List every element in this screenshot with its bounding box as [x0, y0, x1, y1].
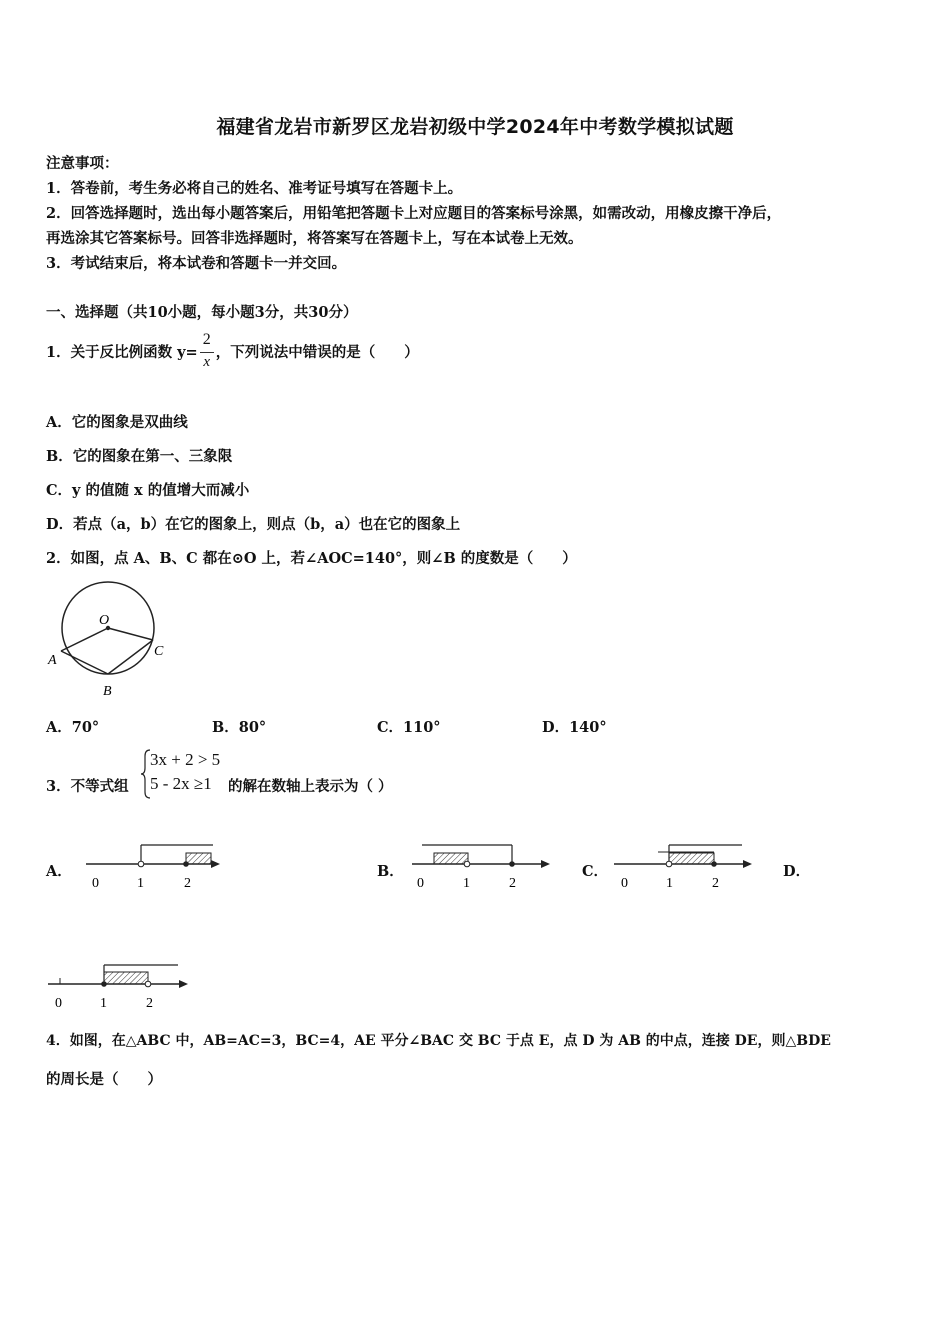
- notice-item-3: 3．考试结束后，将本试卷和答题卡一并交回。: [46, 255, 347, 272]
- q3-option-c-label: C．: [582, 863, 609, 880]
- label-a: A: [48, 653, 57, 668]
- label-b: B: [103, 684, 112, 699]
- label-c: C: [154, 644, 164, 659]
- tick-2: 2: [509, 876, 516, 891]
- tick-1: 1: [137, 876, 144, 891]
- tick-2: 2: [712, 876, 719, 891]
- tick-0: 0: [92, 876, 99, 891]
- tick-0: 0: [417, 876, 424, 891]
- fraction-numerator: 2: [200, 331, 214, 353]
- inequality-2: 5 - 2x ≥1: [150, 774, 212, 793]
- circle-figure: [44, 578, 174, 703]
- segment-oa: [61, 628, 108, 651]
- number-line-d: [44, 956, 194, 1014]
- tick-2: 2: [146, 996, 153, 1011]
- fraction-denominator: x: [203, 354, 211, 370]
- q1-option-a: A．它的图象是双曲线: [46, 414, 188, 431]
- tick-0: 0: [621, 876, 628, 891]
- q1-option-c: C．y 的值随 x 的值增大而减小: [46, 482, 250, 499]
- q2-option-a: A．70°: [46, 719, 100, 736]
- notice-item-2-cont: 再选涂其它答案标号。回答非选择题时，将答案写在答题卡上，写在本试卷上无效。: [46, 230, 583, 247]
- tick-1: 1: [463, 876, 470, 891]
- section-heading: 一、选择题（共10小题，每小题3分，共30分）: [46, 304, 358, 321]
- q1-suffix: ，下列说法中错误的是（ ）: [215, 343, 419, 361]
- number-line-b: [408, 838, 552, 894]
- q2-option-d: D．140°: [542, 719, 607, 736]
- q3-option-b-label: B．: [377, 863, 404, 880]
- q1-option-b: B．它的图象在第一、三象限: [46, 448, 233, 465]
- question-4-stem: 4．如图，在△ABC 中，AB=AC=3，BC=4，AE 平分∠BAC 交 BC 于点 E，点 D 为 AB 的中点，连接 DE，则△BDE: [46, 1033, 831, 1049]
- tick-1: 1: [666, 876, 673, 891]
- number-line-a: [82, 838, 224, 894]
- inequality-1: 3x + 2 > 5: [150, 750, 221, 769]
- label-o: O: [99, 613, 110, 628]
- number-line-c: [610, 838, 754, 894]
- question-1-stem: [46, 326, 419, 376]
- q3-option-d-label: D．: [783, 863, 811, 880]
- page-title: 福建省龙岩市新罗区龙岩初级中学2024年中考数学模拟试题: [216, 116, 734, 138]
- notice-item-2: 2．回答选择题时，选出每小题答案后，用铅笔把答题卡上对应题目的答案标号涂黑，如需改动，用橡皮擦干净后，: [46, 205, 782, 222]
- notice-item-1: 1．答卷前，考生务必将自己的姓名、准考证号填写在答题卡上。: [46, 180, 463, 197]
- fraction: [200, 331, 214, 371]
- q3-option-a-label: A．: [46, 863, 72, 880]
- q3-prefix: 3．不等式组: [46, 778, 129, 795]
- segment-ab: [61, 651, 108, 674]
- q1-prefix: 1．关于反比例函数 y=: [46, 343, 198, 361]
- tick-2: 2: [184, 876, 191, 891]
- tick-0: 0: [55, 996, 62, 1011]
- tick-1: 1: [100, 996, 107, 1011]
- question-2-stem: 2．如图，点 A、B、C 都在⊙O 上，若∠AOC=140°，则∠B 的度数是（ ）: [46, 550, 577, 567]
- q1-option-d: D．若点（a，b）在它的图象上，则点（b，a）也在它的图象上: [46, 516, 461, 533]
- inequality-system: [150, 748, 220, 796]
- notice-heading: 注意事项：: [46, 155, 119, 172]
- q2-option-c: C．110°: [377, 719, 441, 736]
- segment-oc: [108, 628, 153, 640]
- q2-option-b: B．80°: [212, 719, 267, 736]
- question-4-stem-cont: 的周长是（ ）: [46, 1071, 162, 1088]
- q3-suffix: 的解在数轴上表示为（ ）: [228, 778, 393, 795]
